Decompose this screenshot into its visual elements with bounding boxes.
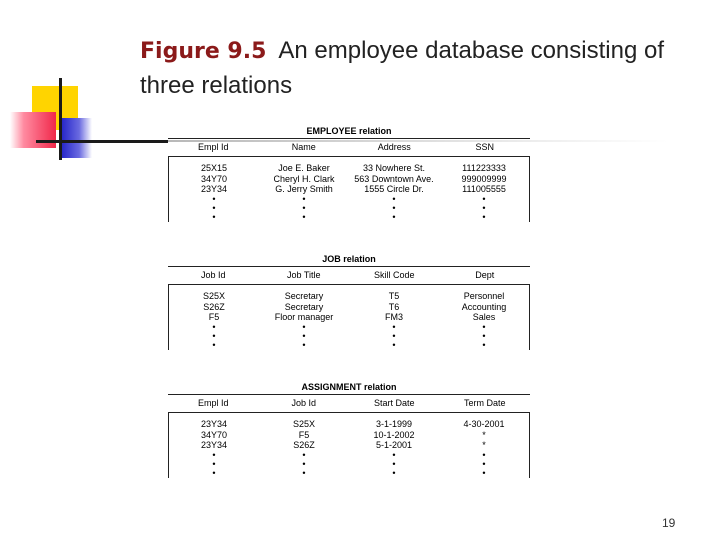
ellipsis-dot: • bbox=[392, 212, 396, 222]
relation-body bbox=[168, 285, 530, 350]
table-cell: T5 bbox=[388, 291, 400, 301]
table-cell: Joe E. Baker bbox=[278, 163, 330, 173]
ellipsis-dot: • bbox=[482, 459, 486, 469]
ellipsis-dot: • bbox=[392, 331, 396, 341]
table-cell: Floor manager bbox=[274, 312, 334, 322]
table-cell: 34Y70 bbox=[200, 429, 228, 440]
ellipsis-dot: • bbox=[392, 468, 396, 478]
ellipsis-dot: • bbox=[302, 212, 306, 222]
table-cell: 111005555 bbox=[462, 184, 506, 194]
column-header: Term Date bbox=[463, 398, 506, 408]
ellipsis-dot: • bbox=[392, 194, 396, 204]
page-number: 19 bbox=[662, 516, 676, 530]
ellipsis-dot: • bbox=[212, 194, 216, 204]
table-cell: F5 bbox=[298, 429, 310, 440]
table-cell: Accounting bbox=[461, 301, 507, 312]
ellipsis-row bbox=[169, 323, 529, 332]
table-row bbox=[169, 430, 529, 441]
ellipsis-dot: • bbox=[212, 468, 216, 478]
table-cell: G. Jerry Smith bbox=[275, 184, 333, 194]
table-cell: F5 bbox=[208, 312, 220, 322]
ellipsis-dot: • bbox=[302, 194, 306, 204]
ellipsis-row bbox=[169, 204, 529, 213]
ellipsis-dot: • bbox=[212, 340, 216, 350]
ellipsis-dot: • bbox=[482, 322, 486, 332]
ellipsis-row bbox=[169, 213, 529, 222]
ellipsis-row bbox=[169, 451, 529, 460]
decor-horizontal-line bbox=[36, 140, 168, 143]
ellipsis-row bbox=[169, 195, 529, 204]
relation-title: EMPLOYEE relation bbox=[306, 126, 392, 136]
ellipsis-dot: • bbox=[302, 322, 306, 332]
ellipsis-dot: • bbox=[302, 331, 306, 341]
column-header: Skill Code bbox=[373, 270, 415, 280]
figure-label: Figure 9.5 bbox=[140, 39, 267, 64]
table-cell: * bbox=[482, 440, 486, 450]
relation-body bbox=[168, 157, 530, 222]
ellipsis-dot: • bbox=[302, 340, 306, 350]
table-cell: T6 bbox=[388, 301, 400, 312]
column-header: Start Date bbox=[373, 398, 415, 408]
table-row bbox=[169, 184, 529, 195]
relation-title: JOB relation bbox=[322, 254, 376, 264]
ellipsis-dot: • bbox=[302, 450, 306, 460]
ellipsis-dot: • bbox=[392, 459, 396, 469]
figure-caption: An employee database consisting of three relations bbox=[140, 37, 664, 99]
table-cell: 1555 Circle Dr. bbox=[364, 184, 424, 194]
relation-header bbox=[168, 138, 530, 157]
table-cell: 999009999 bbox=[461, 173, 507, 184]
table-cell: 34Y70 bbox=[200, 173, 228, 184]
table-row bbox=[169, 440, 529, 451]
assignment-relation bbox=[168, 380, 530, 478]
ellipsis-dot: • bbox=[482, 212, 486, 222]
slide-title bbox=[140, 34, 715, 103]
table-cell: FM3 bbox=[385, 312, 403, 322]
ellipsis-dot: • bbox=[392, 203, 396, 213]
table-cell: Personnel bbox=[463, 291, 505, 301]
table-row bbox=[169, 163, 529, 174]
table-cell: * bbox=[482, 429, 486, 440]
table-cell: S26Z bbox=[203, 301, 225, 312]
relation-body bbox=[168, 413, 530, 478]
ellipsis-dot: • bbox=[212, 331, 216, 341]
table-cell: Secretary bbox=[284, 301, 324, 312]
table-cell: 4-30-2001 bbox=[463, 419, 505, 429]
table-row bbox=[169, 302, 529, 313]
table-cell: 23Y34 bbox=[200, 440, 228, 450]
job-relation bbox=[168, 252, 530, 350]
ellipsis-dot: • bbox=[392, 450, 396, 460]
ellipsis-dot: • bbox=[302, 459, 306, 469]
table-cell: S25X bbox=[292, 419, 316, 429]
ellipsis-dot: • bbox=[212, 212, 216, 222]
ellipsis-dot: • bbox=[392, 340, 396, 350]
ellipsis-dot: • bbox=[302, 468, 306, 478]
ellipsis-dot: • bbox=[482, 331, 486, 341]
employee-relation bbox=[168, 124, 530, 222]
table-cell: Cheryl H. Clark bbox=[273, 173, 335, 184]
column-header: Job Id bbox=[291, 398, 317, 408]
table-cell: 33 Nowhere St. bbox=[362, 163, 426, 173]
column-header: SSN bbox=[475, 142, 494, 152]
ellipsis-dot: • bbox=[212, 450, 216, 460]
column-header: Empl Id bbox=[197, 142, 229, 152]
table-cell: 10-1-2002 bbox=[373, 429, 415, 440]
relation-header bbox=[168, 394, 530, 413]
ellipsis-dot: • bbox=[482, 194, 486, 204]
ellipsis-dot: • bbox=[482, 468, 486, 478]
decor-vertical-line bbox=[59, 78, 62, 160]
decor-blue-block bbox=[60, 118, 92, 158]
ellipsis-dot: • bbox=[392, 322, 396, 332]
column-header: Empl Id bbox=[197, 398, 229, 408]
ellipsis-dot: • bbox=[482, 450, 486, 460]
ellipsis-row bbox=[169, 332, 529, 341]
table-cell: Secretary bbox=[284, 291, 324, 301]
ellipsis-row bbox=[169, 460, 529, 469]
column-header: Address bbox=[377, 142, 411, 152]
column-header: Job Title bbox=[286, 270, 321, 280]
table-row bbox=[169, 312, 529, 323]
table-row bbox=[169, 291, 529, 302]
table-cell: 23Y34 bbox=[200, 419, 228, 429]
table-cell: 5-1-2001 bbox=[375, 440, 413, 450]
ellipsis-row bbox=[169, 469, 529, 478]
table-cell: 111223333 bbox=[462, 163, 506, 173]
ellipsis-dot: • bbox=[212, 322, 216, 332]
ellipsis-dot: • bbox=[212, 459, 216, 469]
table-row bbox=[169, 419, 529, 430]
table-cell: Sales bbox=[472, 312, 496, 322]
table-cell: 23Y34 bbox=[200, 184, 228, 194]
table-row bbox=[169, 174, 529, 185]
table-cell: S26Z bbox=[293, 440, 315, 450]
table-cell: S25X bbox=[202, 291, 226, 301]
column-header: Dept bbox=[475, 270, 495, 280]
column-header: Name bbox=[291, 142, 316, 152]
ellipsis-dot: • bbox=[212, 203, 216, 213]
ellipsis-row bbox=[169, 341, 529, 350]
table-cell: 25X15 bbox=[200, 163, 228, 173]
ellipsis-dot: • bbox=[302, 203, 306, 213]
table-cell: 3-1-1999 bbox=[375, 419, 413, 429]
ellipsis-dot: • bbox=[482, 340, 486, 350]
column-header: Job Id bbox=[200, 270, 226, 280]
relation-title: ASSIGNMENT relation bbox=[301, 382, 397, 392]
relation-header bbox=[168, 266, 530, 285]
ellipsis-dot: • bbox=[482, 203, 486, 213]
table-cell: 563 Downtown Ave. bbox=[354, 173, 434, 184]
